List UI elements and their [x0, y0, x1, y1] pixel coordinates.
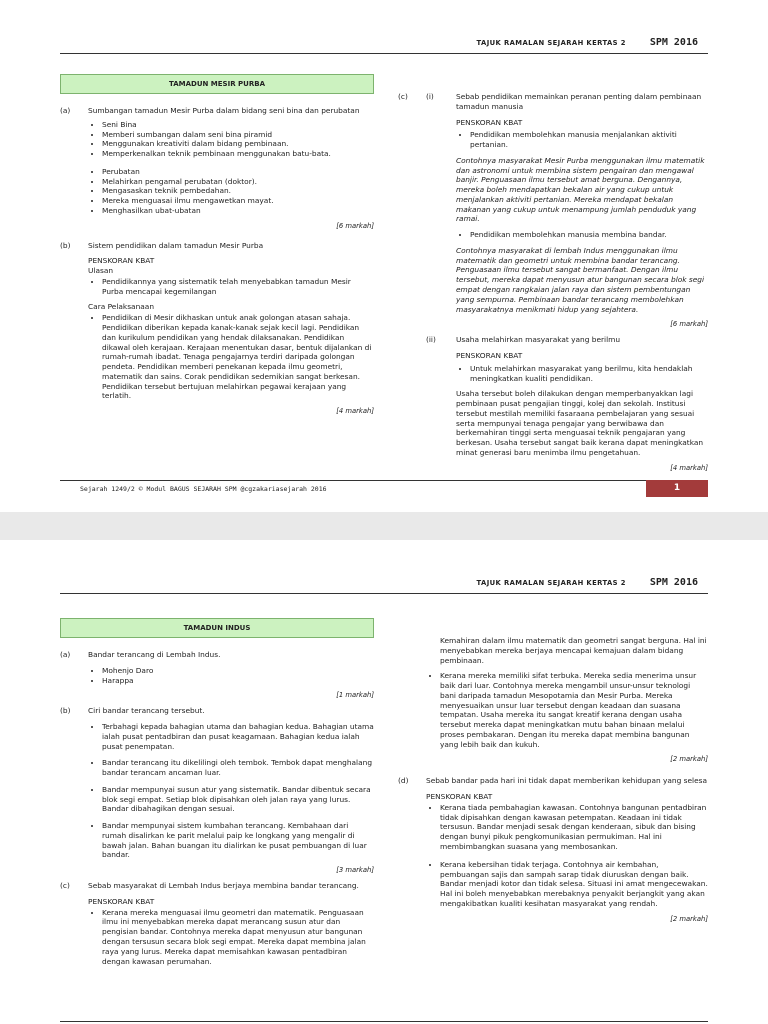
header-year: SPM 2016 — [649, 577, 698, 588]
marks-a: [6 markah] — [336, 221, 374, 230]
question-c-ii: (ii) Usaha melahirkan masyarakat yang berilmu — [426, 335, 621, 345]
subheading-ulasan: Ulasan — [88, 266, 114, 276]
subheading-cara: Cara Pelaksanaan — [88, 302, 155, 312]
example-paragraph-1: Contohnya masyarakat Mesir Purba menggunakan ilmu matematik dan astronomi untuk membina sistem pengairan dan mengawal banjir. Penguasaan ilmu tersebut amat berguna. Dengannya, mereka boleh mendapatkan bekalan air yang cukup untuk menjalankan aktiviti pertanian. Mereka mendapat bekalan makanan yang cukup untuk menampung jumlah penduduk yang ramai. — [456, 155, 705, 224]
question-c-i: (c) (i) Sebab pendidikan memainkan peranan penting dalam pembinaan tamadun manusia — [398, 92, 702, 111]
penskoran-label: PENSKORAN KBAT — [456, 117, 523, 127]
list-seni-bina: • Seni Bina • Memberi sumbangan dalam seni bina piramid • Menggunakan kreativiti dalam bidang pembinaan. • Memperkenalkan teknik pembinaan menggunakan batu-bata. — [60, 120, 374, 159]
penskoran-label: PENSKORAN KBAT — [88, 896, 155, 906]
list-c-cont: • Kerana mereka memiliki sifat terbuka. Mereka sedia menerima unsur baik dari luar. Contohnya mereka mengambil unsur-unsur teknologi bani daripada tamadun Mesopotamia dan Mesir Purba. Mereka menyesuaikan unsur luar tersebut dengan keadaan dan suasana tempatan. Usaha mereka itu sangat kreatif kerana dengan usaha tersebut mereka dapat meningkatkan mutu bahan binaan melalui proses pembakaran. Dengan itu mereka dapat membina bangunan yang lebih baik dan kukuh. — [398, 671, 708, 749]
question-a: (a) Sumbangan tamadun Mesir Purba dalam bidang seni bina dan perubatan — [60, 106, 360, 115]
marks-a: [1 markah] — [336, 691, 374, 700]
header-rule — [60, 53, 708, 54]
left-column — [60, 618, 374, 972]
list-c-ii: • Untuk melahirkan masyarakat yang berilmu, kita hendaklah meningkatkan kualiti pendidikan. — [398, 364, 708, 384]
left-column — [60, 74, 374, 422]
continuation-paragraph: Kemahiran dalam ilmu matematik dan geometri sangat berguna. Hal ini menyebabkan mereka berjaya mencapai kemajuan dalam bidang pembinaan. — [440, 636, 707, 665]
question-b: (b) Ciri bandar terancang tersebut. — [60, 706, 205, 716]
list-d: • Kerana tiada pembahagian kawasan. Contohnya bangunan pentadbiran tidak dipisahkan dengan kawasan petempatan. Keadaan ini tidak tersusun. Bandar menjadi sesak dengan kenderaan, sibuk dan bising dengan bunyi pikuk pengkomunikasian permukiman. Hal ini membimbangkan suasana yang membosankan. • Kerana kebersihan tidak terjaga. Contohnya air kembahan, pembuangan sajis dan sampah sarap tidak diuruskan dengan baik. Bandar menjadi kotor dan tidak selesa. Situasi ini amat mengecewakan. Hal ini boleh menyebabkan merebaknya penyakit berjangkit yang akan mengakibatkan kualiti kesihatan masyarakat yang rendah. — [398, 803, 708, 909]
header-rule — [60, 593, 708, 594]
list-c: • Kerana mereka menguasai ilmu geometri dan matematik. Penguasaan ilmu ini menyebabkan mereka dapat merancang susun atur dan pengisian bandar. Contohnya mereka dapat menyusun atur bangunan dengan tersusun secara blok segi empat. Mereka dapat membina jalan raya yang lurus. Mereka dapat memisahkan kawasan pentadbiran dengan kawasan perumahan. — [60, 908, 374, 967]
question-d: (d) Sebab bandar pada hari ini tidak dapat memberikan kehidupan yang selesa — [398, 776, 708, 786]
marks-b: [3 markah] — [336, 866, 374, 875]
footer-text: Sejarah 1249/2 © Modul BAGUS SEJARAH SPM @cgzakariasejarah 2016 — [80, 485, 327, 493]
list-ulasan: • Pendidikannya yang sistematik telah menyebabkan tamadun Mesir Purba mencapai kegemilangan — [60, 277, 374, 297]
header-year: SPM 2016 — [649, 37, 698, 48]
page-footer — [60, 480, 708, 493]
list-bandar: • Mohenjo Daro • Harappa — [60, 666, 374, 686]
list-c-i-2: • Pendidikan membolehkan manusia membina bandar. — [398, 230, 708, 240]
paragraph-c-ii: Usaha tersebut boleh dilakukan dengan memperbanyakkan lagi pembinaan pusat pengajian tinggi, kolej dan sekolah. Institusi tersebut mestilah memiliki fasaraana pembelajaran yang sesuai serta mempunyai tenaga pengajar yang berwibawa dan berkemahiran tinggi serta menguasai teknik pengajaran yang berkesan. Usaha tersebut sangat baik kerana dapat meningkatkan minat generasi baru menimba ilmu pengetahuan. — [456, 389, 704, 457]
page-gap — [0, 512, 768, 540]
marks-b: [4 markah] — [336, 407, 374, 416]
penskoran-label: PENSKORAN KBAT — [426, 792, 493, 802]
penskoran-label: PENSKORAN KBAT — [456, 351, 523, 361]
question-a: (a) Bandar terancang di Lembah Indus. — [60, 650, 221, 659]
list-ciri: • Terbahagi kepada bahagian utama dan bahagian kedua. Bahagian utama ialah pusat pentadbiran dan pusat keagamaan. Bahagian kedua ialah pusat penempatan. • Bandar terancang itu dikelilingi oleh tembok. Tembok dapat menghalang bandar terancam ancaman luar. • Bandar mempunyai susun atur yang sistematik. Bandar dibentuk secara blok segi empat. Setiap blok dipisahkan oleh jalan raya yang lurus. Bandar dibahagikan dengan sesuai. • Bandar mempunyai sistem kumbahan terancang. Kembahaan dari rumah disalirkan ke parit melalui paip ke longkang yang mengalir di bawah jalan. Bahan buangan itu dialirkan ke pusat pembuangan di luar bandar. — [60, 722, 374, 860]
penskoran-label: PENSKORAN KBAT — [88, 256, 155, 266]
page-header — [477, 576, 698, 589]
question-c: (c) Sebab masyarakat di Lembah Indus berjaya membina bandar terancang. — [60, 881, 359, 891]
document-page-2 — [0, 540, 768, 1024]
footer-rule — [60, 1021, 708, 1022]
list-cara: • Pendidikan di Mesir dikhaskan untuk anak golongan atasan sahaja. Pendidikan diberikan kepada kanak-kanak sejak kecil lagi. Pendidikan dan kurikulum pendidikan yang hendak dilaksanakan. Pendidikan dikawal oleh kerajaan. Kerajaan menentukan dasar, bentuk dijalankan di rumah-rumah ibadat. Tenaga pengajarnya terdiri daripada golongan pendeta. Pendidikan memberi penekanan kepada ilmu geometri, matematik dan sains. Corak pendidikan sedemikian sangat berkesan. Pendidikan tersebut bertujuan melahirkan pegawai kerajaan yang terlatih. — [60, 313, 374, 401]
page-header — [477, 36, 698, 49]
header-title: TAJUK RAMALAN SEJARAH KERTAS 2 — [476, 579, 626, 587]
section-title-box: TAMADUN MESIR PURBA — [60, 74, 374, 94]
list-c-i-1: • Pendidikan membolehkan manusia menjalankan aktiviti pertanian. — [398, 130, 708, 150]
question-b: (b) Sistem pendidikan dalam tamadun Mesir Purba — [60, 240, 264, 250]
right-column — [398, 636, 708, 930]
marks-c-i: [6 markah] — [670, 320, 708, 329]
section-title-box: TAMADUN INDUS — [60, 618, 374, 638]
right-column — [398, 92, 708, 479]
page-number: 1 — [646, 480, 708, 497]
example-paragraph-2: Contohnya masyarakat di lembah Indus menggunakan ilmu matematik dan geometri untuk membina bandar terancang. Penguasaan ilmu tersebut sangat bermanfaat. Dengan ilmu tersebut, mereka dapat menyusun atur bangunan secara blok segi empat dengan rangkaian jalan raya dan sistem pembentungan yang sempurna. Pembinaan bandar terancang membolehkan masyarakatnya menikmati hidup yang sejahtera. — [456, 245, 705, 314]
list-perubatan: • Perubatan • Melahirkan pengamal perubatan (doktor). • Mengasaskan teknik pembedahan. • Mereka menguasai ilmu mengawetkan mayat. • Menghasilkan ubat-ubatan — [60, 167, 374, 216]
marks-c-ii: [4 markah] — [670, 463, 708, 472]
marks-c: [2 markah] — [670, 755, 708, 764]
header-title: TAJUK RAMALAN SEJARAH KERTAS 2 — [476, 39, 626, 47]
marks-d: [2 markah] — [670, 914, 708, 923]
